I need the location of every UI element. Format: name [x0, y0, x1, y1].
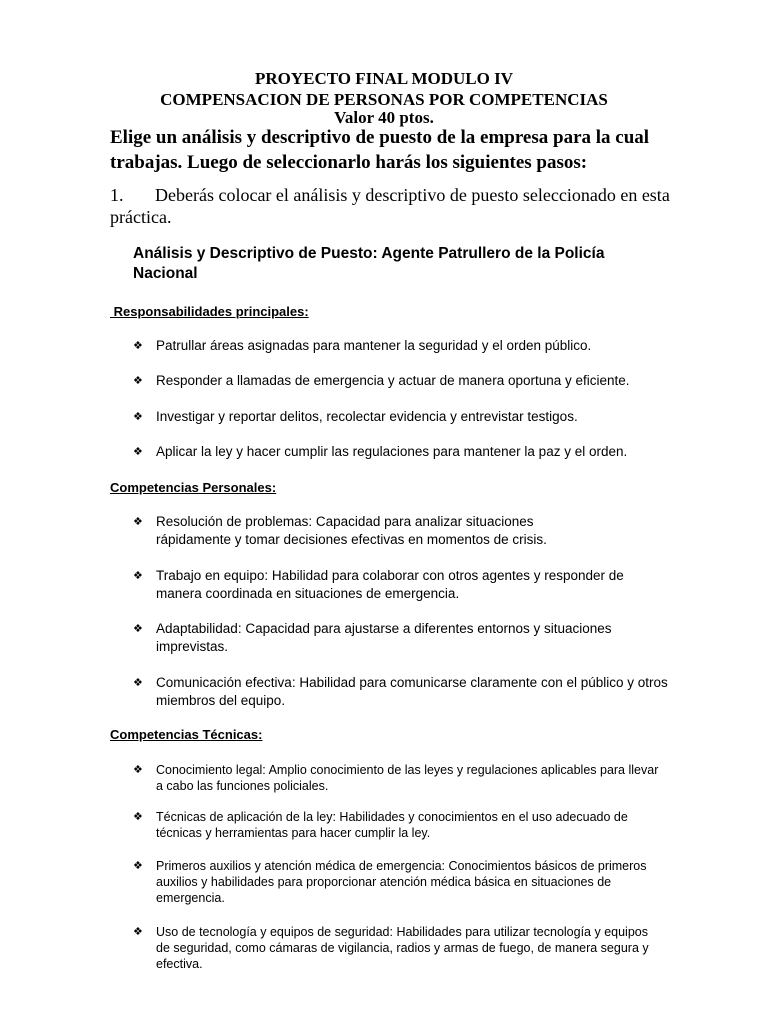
diamond-bullet-icon: ❖	[133, 859, 143, 872]
section-heading-tecnicas: Competencias Técnicas:	[110, 727, 263, 742]
diamond-bullet-icon: ❖	[133, 410, 143, 423]
list-item: ❖ Conocimiento legal: Amplio conocimiento de las leyes y regulaciones aplicables para llevar a cabo las funciones policiales.	[133, 763, 659, 793]
job-description-title: Análisis y Descriptivo de Puesto: Agente Patrullero de la Policía Nacional	[133, 245, 605, 282]
list-item: ❖ Aplicar la ley y hacer cumplir las regulaciones para mantener la paz y el orden.	[133, 444, 628, 459]
step-1-number: 1.	[110, 185, 124, 205]
list-item: ❖ Uso de tecnología y equipos de seguridad: Habilidades para utilizar tecnología y equipos de seguridad, como cámaras de vigilancia, radios y armas de fuego, de manera segura y efectiva.	[133, 925, 649, 971]
diamond-bullet-icon: ❖	[133, 569, 143, 582]
step-1	[110, 184, 670, 228]
diamond-bullet-icon: ❖	[133, 339, 143, 352]
document-title-line-1: PROYECTO FINAL MODULO IV	[254, 69, 513, 88]
list-item: ❖ Trabajo en equipo: Habilidad para colaborar con otros agentes y responder de manera coordinada en situaciones de emergencia.	[133, 568, 624, 601]
list-item: ❖ Investigar y reportar delitos, recolectar evidencia y entrevistar testigos.	[133, 409, 578, 424]
document-title-line-2: COMPENSACION DE PERSONAS POR COMPETENCIAS	[160, 90, 608, 109]
diamond-bullet-icon: ❖	[133, 515, 143, 528]
diamond-bullet-icon: ❖	[133, 925, 143, 938]
step-1-text: Deberás colocar el análisis y descriptivo de puesto seleccionado en esta práctica.	[110, 185, 670, 227]
list-item: ❖ Primeros auxilios y atención médica de emergencia: Conocimientos básicos de primeros auxilios y habilidades para proporcionar atención médica básica en situaciones de emergencia.	[133, 859, 647, 905]
list-item: ❖ Comunicación efectiva: Habilidad para comunicarse claramente con el público y otros miembros del equipo.	[133, 675, 668, 708]
diamond-bullet-icon: ❖	[133, 622, 143, 635]
intro-paragraph: Elige un análisis y descriptivo de puesto de la empresa para la cual trabajas. Luego de seleccionarlo harás los siguientes pasos:	[110, 127, 650, 173]
list-item: ❖ Patrullar áreas asignadas para mantener la seguridad y el orden público.	[133, 338, 592, 353]
diamond-bullet-icon: ❖	[133, 374, 143, 387]
diamond-bullet-icon: ❖	[133, 810, 143, 823]
list-item: ❖ Técnicas de aplicación de la ley: Habilidades y conocimientos en el uso adecuado de técnicas y herramientas para hacer cumplir la ley.	[133, 810, 628, 840]
list-item: ❖ Responder a llamadas de emergencia y actuar de manera oportuna y eficiente.	[133, 373, 630, 388]
diamond-bullet-icon: ❖	[133, 763, 143, 776]
section-heading-personales: Competencias Personales:	[110, 480, 277, 495]
diamond-bullet-icon: ❖	[133, 445, 143, 458]
list-item: ❖ Resolución de problemas: Capacidad para analizar situaciones rápidamente y tomar decisiones efectivas en momentos de crisis.	[133, 514, 547, 547]
section-heading-responsabilidades: Responsabilidades principales:	[110, 304, 309, 319]
document-title-line-3: Valor 40 ptos.	[334, 108, 434, 127]
list-item: ❖ Adaptabilidad: Capacidad para ajustarse a diferentes entornos y situaciones imprevistas.	[133, 621, 612, 654]
diamond-bullet-icon: ❖	[133, 676, 143, 689]
